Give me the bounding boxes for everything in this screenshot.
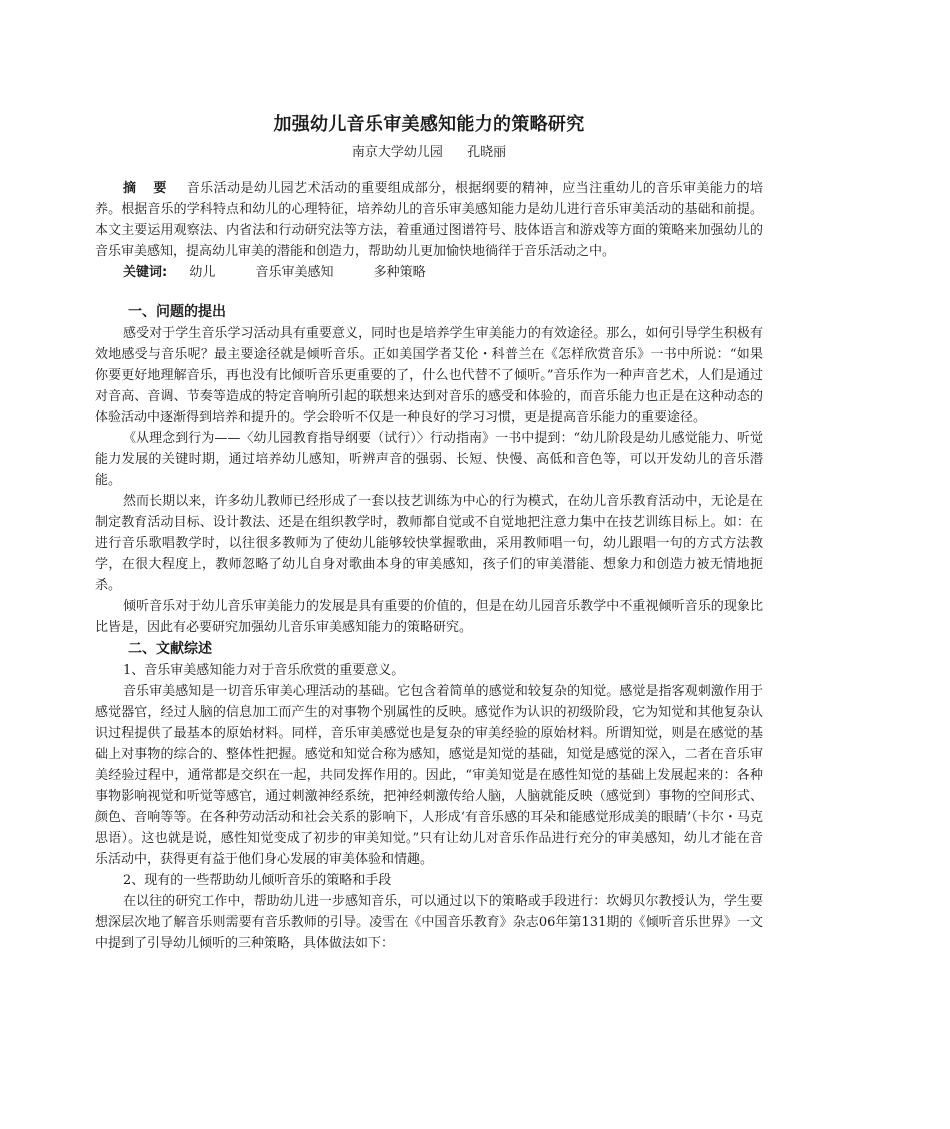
section-heading: 二、文献综述	[128, 641, 212, 657]
abstract	[95, 178, 763, 262]
keyword: 多种策略	[373, 265, 426, 280]
document-page	[95, 112, 763, 954]
document-title: 加强幼儿音乐审美感知能力的策略研究	[273, 114, 585, 135]
body-paragraph: 音乐审美感知是一切音乐审美心理活动的基础。它包含着简单的感觉和较复杂的知觉。感觉是指客观刺激作用于感觉器官，经过人脑的信息加工而产生的对事物个别属性的反映。感觉作为认识的初级阶段，它为知觉和其他复杂认识过程提供了最基本的原始材料。同样，音乐审美感觉也是复杂的审美经验的原始材料。所谓知觉，则是在感觉的基础上对事物的综合的、整体性把握。感觉和知觉合称为感知，感觉是知觉的基础，知觉是感觉的深入，二者在音乐审美经验过程中，通常都是交织在一起，共同发挥作用的。因此，“审美知觉是在感性知觉的基础上发展起来的：各种事物影响视觉和听觉等感官，通过刺激神经系统，把神经刺激传给人脑，人脑就能反映（感觉到）事物的空间形式、颜色、音响等等。在各种劳动活动和社会关系的影响下，人形成‘有音乐感的耳朵和能感觉形成美的眼睛’（卡尔・马克思语）。这也就是说，感性知觉变成了初步的审美知觉。”只有让幼儿对音乐作品进行充分的审美感知，幼儿才能在音乐活动中，获得更有益于他们身心发展的审美体验和情趣。	[95, 684, 763, 867]
body-paragraph: 然而长期以来，许多幼儿教师已经形成了一套以技艺训练为中心的行为模式，在幼儿音乐教育活动中，无论是在制定教育活动目标、设计教法、还是在组织教学时，教师都自觉或不自觉地把注意力集中在技艺训练目标上。如：在进行音乐歌唱教学时，以往很多教师为了使幼儿能够较快掌握歌曲，采用教师唱一句，幼儿跟唱一句的方式方法教学，在很大程度上，教师忽略了幼儿自身对歌曲本身的审美感知，孩子们的审美潜能、想象力和创造力被无情地扼杀。	[95, 494, 763, 593]
keywords-label: 关键词:	[123, 265, 168, 280]
body-paragraph: 感受对于学生音乐学习活动具有重要意义，同时也是培养学生审美能力的有效途径。那么，如何引导学生积极有效地感受与音乐呢？最主要途径就是倾听音乐。正如美国学者艾伦・科普兰在《怎样欣赏音乐》一书中所说：“如果你要更好地理解音乐，再也没有比倾听音乐更重要的了，什么也代替不了倾听。”音乐作为一种声音艺术，人们是通过对音高、音调、节奏等造成的特定音响所引起的联想来达到对音乐的感受和体验的，而音乐能力也正是在这种动态的体验活动中逐渐得到培养和提升的。学会聆听不仅是一种良好的学习习惯，更是提高音乐能力的重要途径。	[95, 326, 763, 425]
keyword: 幼儿	[189, 265, 216, 280]
byline	[95, 144, 763, 162]
subsection-heading: 2、现有的一些帮助幼儿倾听音乐的策略和手段	[123, 873, 392, 888]
body-paragraph: 在以往的研究工作中，帮助幼儿进一步感知音乐，可以通过以下的策略或手段进行：坎姆贝尔教授认为，学生要想深层次地了解音乐则需要有音乐教师的引导。凌雪在《中国音乐教育》杂志06年第131期的《倾听音乐世界》一文中提到了引导幼儿倾听的三种策略，具体做法如下：	[95, 894, 763, 951]
keywords-line	[95, 262, 763, 283]
abstract-text: 音乐活动是幼儿园艺术活动的重要组成部分，根据纲要的精神，应当注重幼儿的音乐审美能力的培养。根据音乐的学科特点和幼儿的心理特征，培养幼儿的音乐审美感知能力是幼儿进行音乐审美活动的基础和前提。本文主要运用观察法、内省法和行动研究法等方法，着重通过图谱符号、肢体语言和游戏等方面的策略来加强幼儿的音乐审美感知，提高幼儿审美的潜能和创造力，帮助幼儿更加愉快地徜徉于音乐活动之中。	[95, 181, 763, 259]
section-heading: 一、问题的提出	[128, 304, 226, 320]
subsection-heading: 1、音乐审美感知能力对于音乐欣赏的重要意义。	[123, 663, 405, 678]
abstract-label: 摘 要	[123, 181, 173, 196]
body-paragraph: 倾听音乐对于幼儿音乐审美能力的发展是具有重要的价值的，但是在幼儿园音乐教学中不重视倾听音乐的现象比比皆是，因此有必要研究加强幼儿音乐审美感知能力的策略研究。	[95, 599, 763, 635]
keyword: 音乐审美感知	[255, 265, 334, 280]
body-paragraph: 《从理念到行为——〈幼儿园教育指导纲要（试行）〉行动指南》一书中提到：“幼儿阶段是幼儿感觉能力、听觉能力发展的关键时期，通过培养幼儿感知，听辨声音的强弱、长短、快慢、高低和音色等，可以开发幼儿的音乐潜能。	[95, 431, 763, 488]
affiliation: 南京大学幼儿园	[351, 145, 443, 160]
author: 孔晓丽	[467, 145, 507, 160]
